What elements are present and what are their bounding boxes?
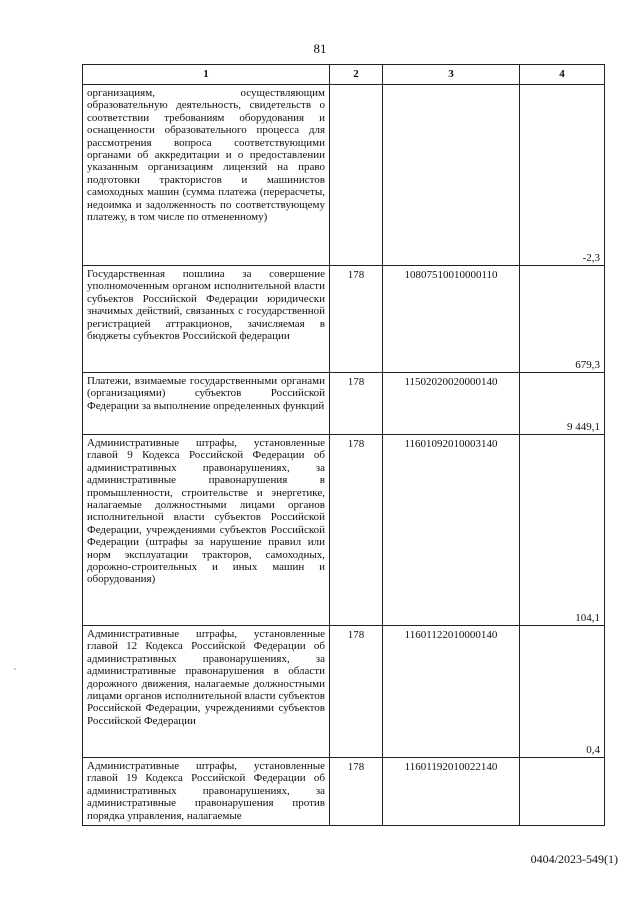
row-amount: 104,1 <box>520 435 605 626</box>
table-row <box>83 626 605 758</box>
row-admin-code: 178 <box>330 266 383 373</box>
column-header-3: 3 <box>383 65 520 85</box>
row-amount: -2,3 <box>520 85 605 266</box>
table-row <box>83 373 605 435</box>
row-budget-code: 11601092010003140 <box>383 435 520 626</box>
table-row <box>83 85 605 266</box>
row-description: Административные штрафы, установленные главой 19 Кодекса Российской Федерации об административных правонарушениях, за административные правонарушения против порядка управления, налагаемые <box>83 758 330 826</box>
column-header-1: 1 <box>83 65 330 85</box>
row-budget-code: 11502020020000140 <box>383 373 520 435</box>
scan-speck <box>14 668 16 670</box>
table-row <box>83 435 605 626</box>
row-amount: 0,4 <box>520 626 605 758</box>
row-amount <box>520 758 605 826</box>
row-description: Административные штрафы, установленные главой 9 Кодекса Российской Федерации об административных правонарушениях, за административные правонарушения в промышленности, строительстве и энергетике, налагаемые должностными лицами органов исполнительной власти субъектов Российской Федерации, учреждениями субъектов Российской Федерации (штрафы за нарушение правил или норм эксплуатации тракторов, самоходных, дорожно-строительных и иных машин и оборудования) <box>83 435 330 626</box>
row-admin-code: 178 <box>330 626 383 758</box>
row-amount: 679,3 <box>520 266 605 373</box>
row-admin-code <box>330 85 383 266</box>
row-amount: 9 449,1 <box>520 373 605 435</box>
row-budget-code: 11601122010000140 <box>383 626 520 758</box>
document-code: 0404/2023-549(1) <box>530 852 618 866</box>
row-budget-code <box>383 85 520 266</box>
row-admin-code: 178 <box>330 758 383 826</box>
revenue-table <box>82 64 605 826</box>
row-admin-code: 178 <box>330 435 383 626</box>
row-description: Платежи, взимаемые государственными органами (организациями) субъектов Российской Федерации за выполнение определенных функций <box>83 373 330 435</box>
row-budget-code: 10807510010000110 <box>383 266 520 373</box>
page-number: 81 <box>313 41 327 56</box>
table-header-row <box>83 65 605 85</box>
row-description: Государственная пошлина за совершение уполномоченным органом исполнительной власти субъектов Российской Федерации юридически значимых действий, связанных с государственной регистрацией аттракционов, зачисляемая в бюджеты субъектов Российской федерации <box>83 266 330 373</box>
column-header-2: 2 <box>330 65 383 85</box>
table-row <box>83 758 605 826</box>
row-budget-code: 11601192010022140 <box>383 758 520 826</box>
table-row <box>83 266 605 373</box>
row-description: организациям, осуществляющим образовательную деятельность, свидетельств о соответствии требованиям оборудования и оснащенности образовательного процесса для рассмотрения вопроса соответствующими органами об аккредитации и о предоставлении указанным организациям лицензий на право подготовки трактористов и машинистов самоходных машин (сумма платежа (перерасчеты, недоимка и задолженность по соответствующему платежу, в том числе по отмененному) <box>83 85 330 266</box>
row-admin-code: 178 <box>330 373 383 435</box>
column-header-4: 4 <box>520 65 605 85</box>
row-description: Административные штрафы, установленные главой 12 Кодекса Российской Федерации об административных правонарушениях, за административные правонарушения в области дорожного движения, налагаемые должностными лицами органов исполнительной власти субъектов Российской Федерации, учреждениями субъектов Российской Федерации <box>83 626 330 758</box>
